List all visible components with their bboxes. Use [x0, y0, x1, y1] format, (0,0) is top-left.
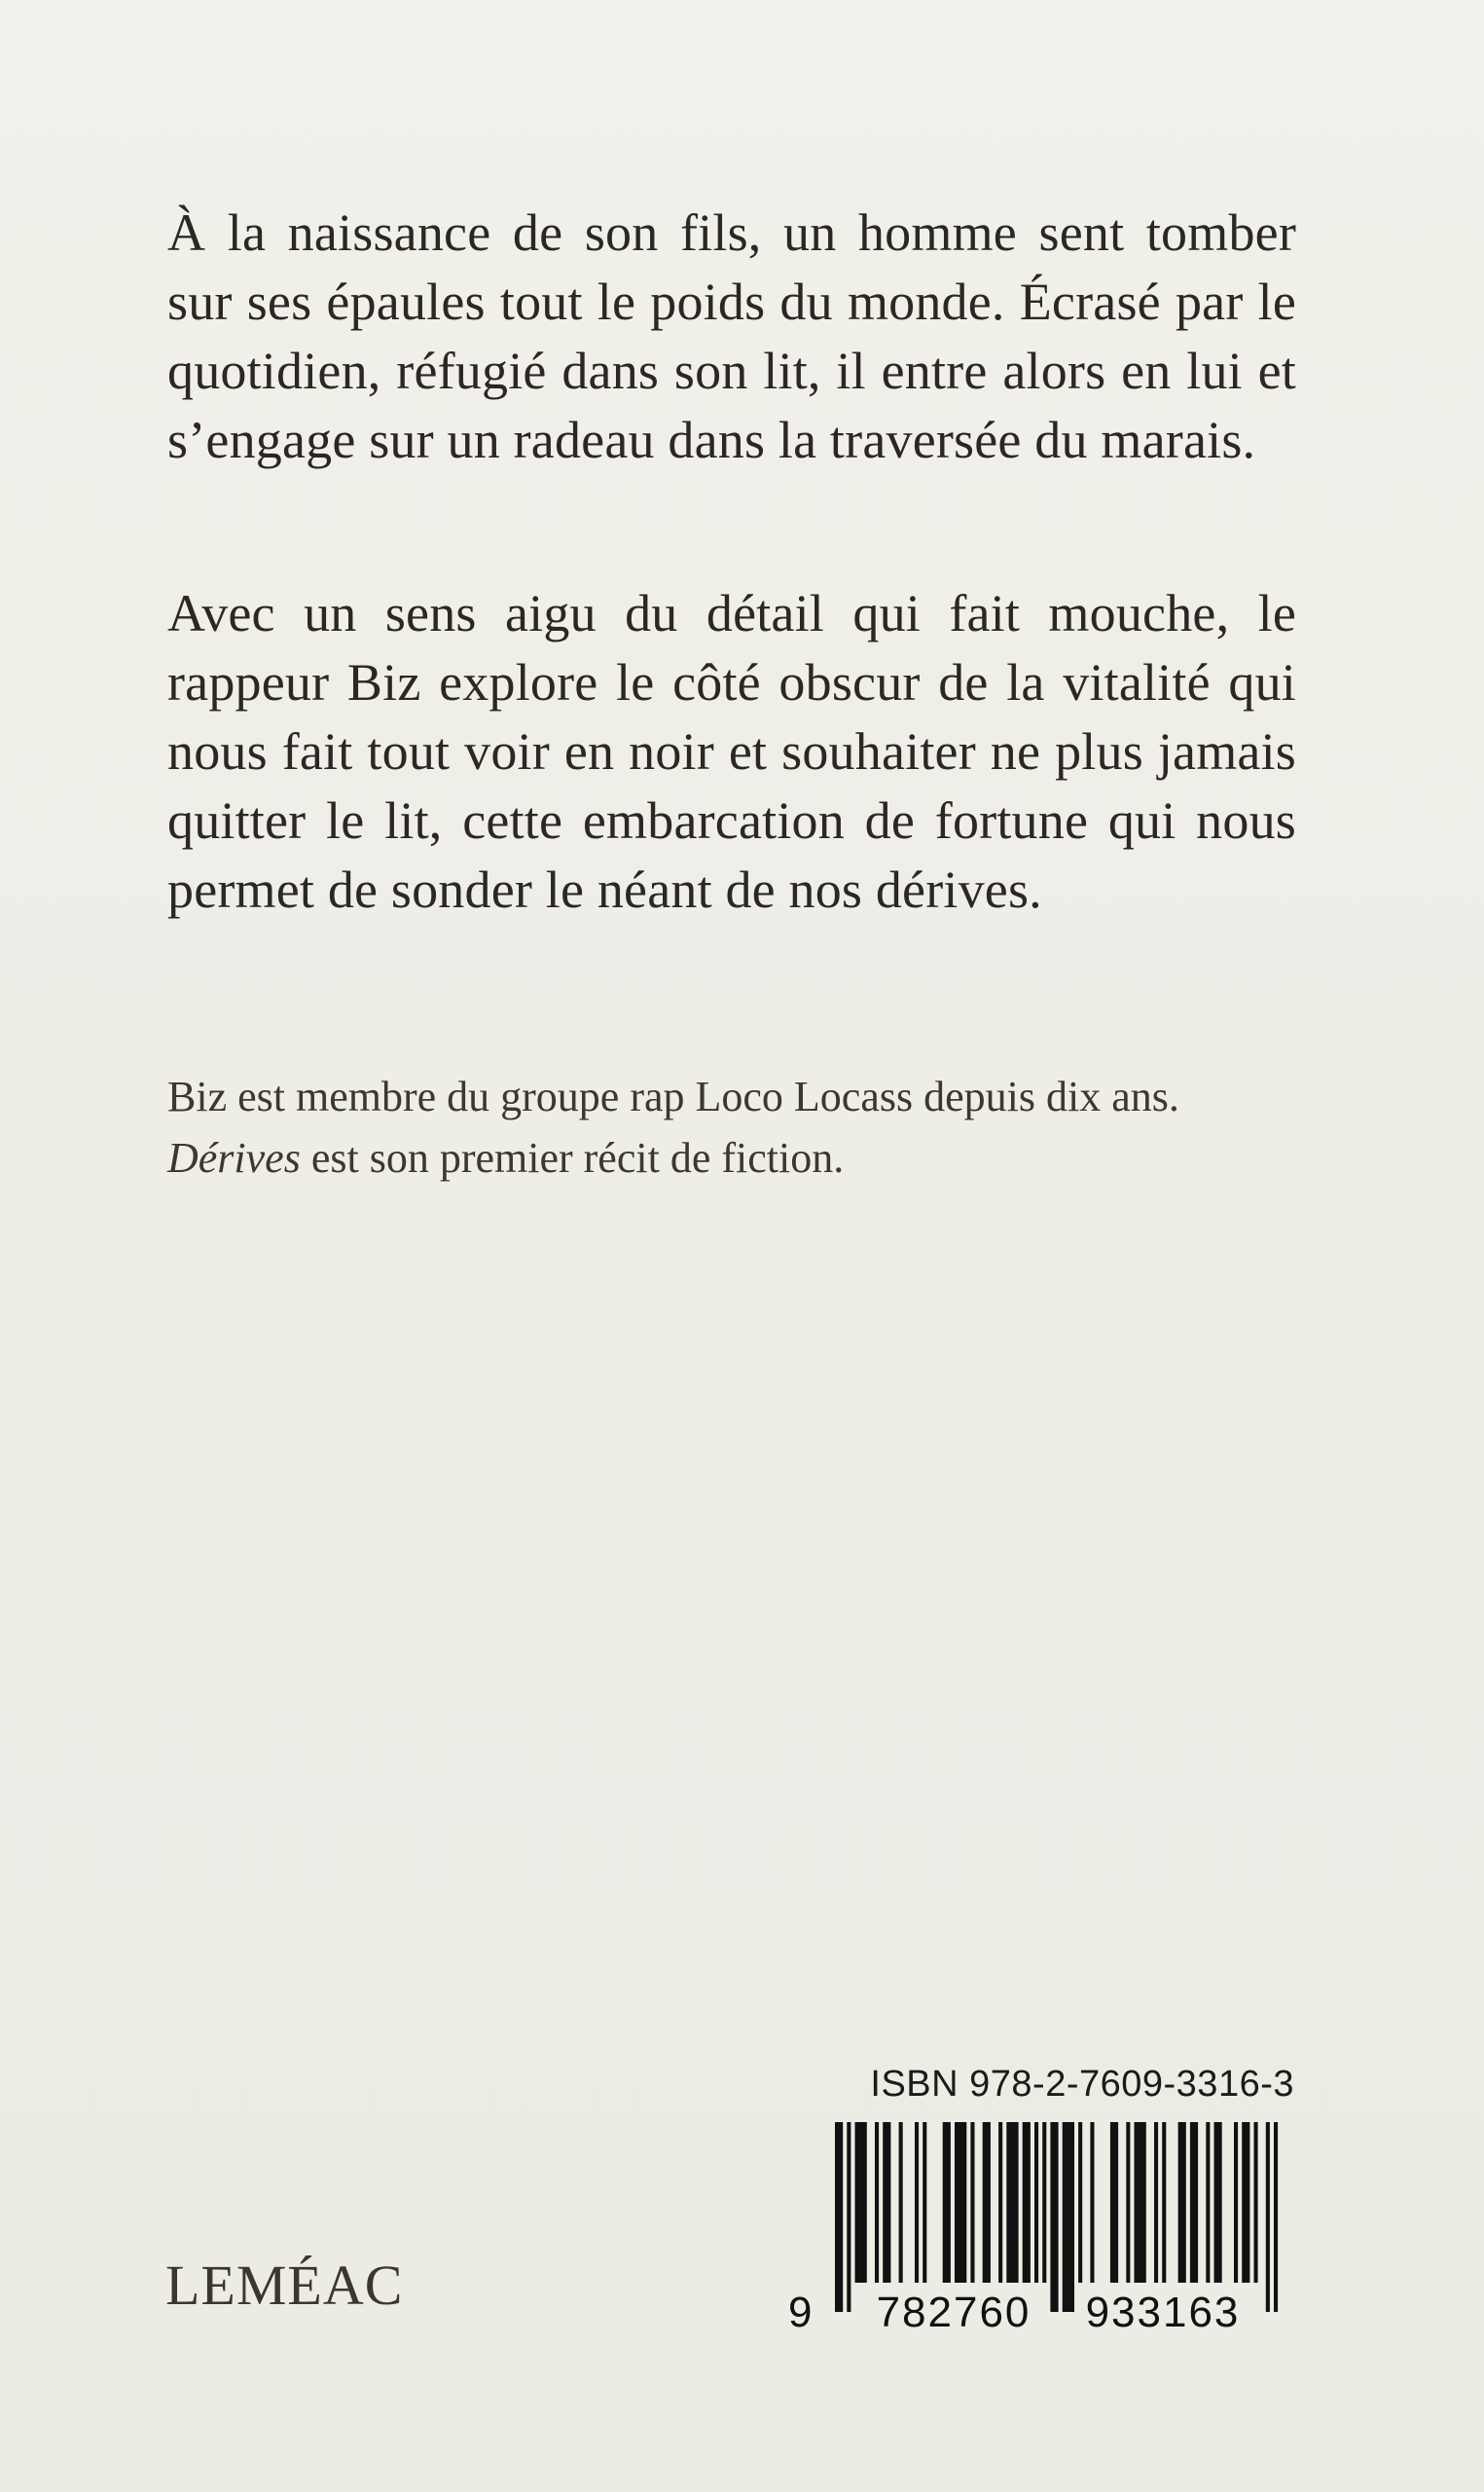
blurb-paragraph-2: Avec un sens aigu du détail qui fait mouche, le rappeur Biz explore le côté obscur de la vitalité qui nous fait tout voir en noir et souhaiter ne plus jamais quitter le lit, cette embarcation de fortune qui nous permet de sonder le néant de nos dérives. — [167, 584, 1296, 919]
isbn-barcode-block — [778, 2064, 1304, 2336]
barcode-bar — [1110, 2122, 1118, 2283]
barcode-bar — [915, 2122, 919, 2283]
publisher-logo: LEMÉAC — [165, 2254, 404, 2317]
barcode-bar — [943, 2122, 951, 2283]
barcode-bar — [1206, 2122, 1210, 2283]
barcode-bar — [1266, 2122, 1270, 2312]
barcode-bar — [1034, 2122, 1038, 2283]
barcode-bar — [1078, 2122, 1082, 2283]
barcode-bar — [875, 2122, 879, 2283]
barcode-bar — [847, 2122, 851, 2312]
barcode-bar — [1135, 2122, 1146, 2283]
barcode-bar — [970, 2122, 974, 2283]
barcode-bar — [1063, 2122, 1074, 2312]
barcode-bar — [1023, 2122, 1031, 2283]
barcode-bar — [1190, 2122, 1198, 2283]
barcode-bar — [835, 2122, 843, 2312]
barcode-bar — [1178, 2122, 1186, 2283]
barcode-bar — [1214, 2122, 1222, 2283]
barcode-bar — [1126, 2122, 1130, 2283]
barcode-group-1: 782760 — [876, 2289, 1032, 2336]
barcode-bar — [1162, 2122, 1166, 2283]
barcode-bar — [1242, 2122, 1249, 2283]
barcode-bar — [1042, 2122, 1046, 2283]
barcode-bar — [1234, 2122, 1238, 2283]
barcode-bars — [835, 2122, 1278, 2312]
barcode-bar — [883, 2122, 890, 2283]
barcode-bar — [983, 2122, 991, 2283]
isbn-label: ISBN 978-2-7609-3316-3 — [870, 2064, 1294, 2105]
barcode-bar — [923, 2122, 926, 2283]
barcode-bar — [1154, 2122, 1158, 2283]
barcode-bar — [1090, 2122, 1094, 2283]
barcode-bar — [1274, 2122, 1278, 2312]
barcode-bar — [1254, 2122, 1258, 2283]
barcode-bar — [955, 2122, 966, 2283]
barcode-bar — [855, 2122, 867, 2283]
barcode-bar — [1050, 2122, 1058, 2312]
author-bio-text-end: est son premier récit de fiction. — [300, 1134, 845, 1182]
barcode-bar — [998, 2122, 1002, 2283]
barcode-bar — [1006, 2122, 1018, 2283]
barcode-lead-digit: 9 — [788, 2289, 813, 2336]
book-title-italic: Dérives — [167, 1134, 301, 1182]
author-bio — [167, 1066, 1296, 1189]
barcode-group-2: 933163 — [1085, 2289, 1241, 2336]
blurb-paragraph-1: À la naissance de son fils, un homme sent tomber sur ses épaules tout le poids du monde. Écrasé par le quotidien, réfugié dans son lit, il entre alors en lui et s’engage sur un radeau dans la traversée du marais. — [167, 203, 1296, 469]
author-bio-text-start: Biz est membre du groupe rap Loco Locass depuis dix ans. — [167, 1073, 1179, 1120]
barcode-bar — [899, 2122, 903, 2283]
barcode-icon — [778, 2122, 1304, 2336]
